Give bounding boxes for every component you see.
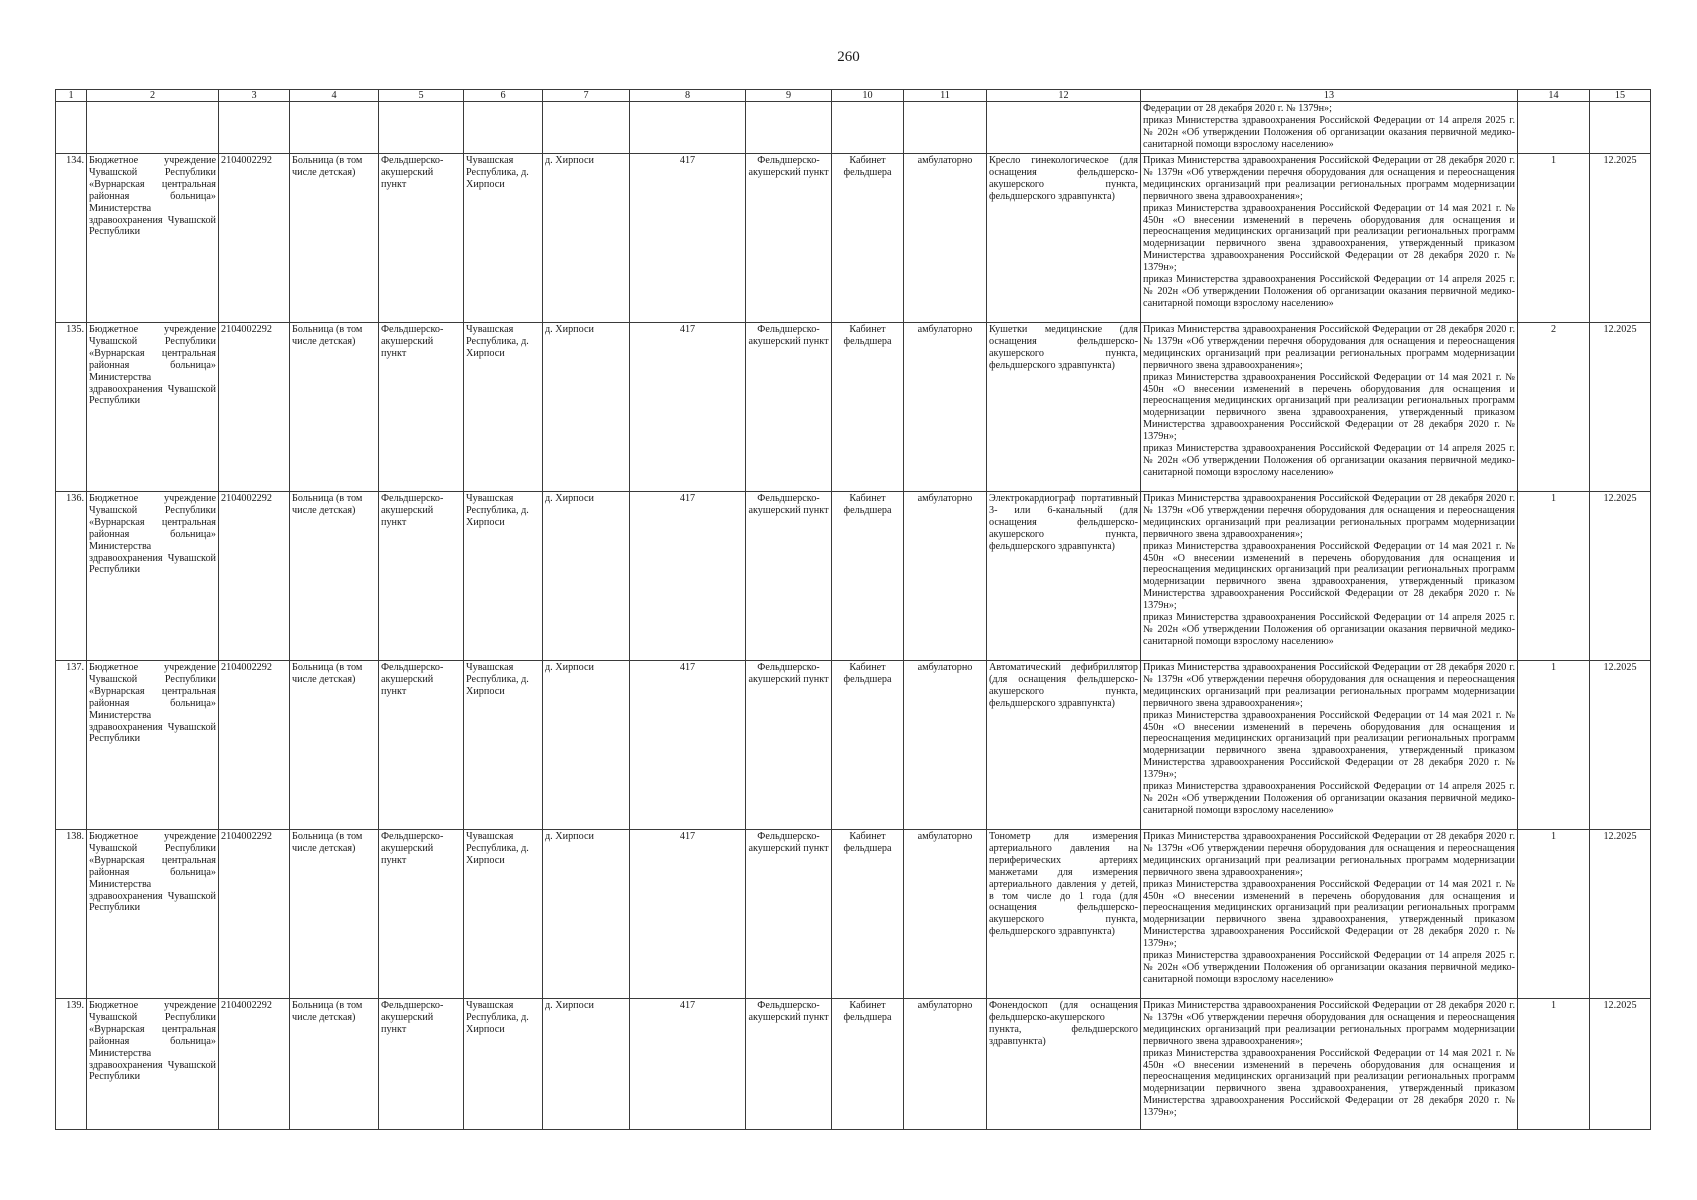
table-row [56,661,1651,830]
due-date: 12.2025 [1590,999,1651,1130]
address: Чувашская Республика, д. Хирпоси [464,323,543,492]
care-mode: амбулаторно [904,830,987,999]
quantity: 1 [1518,154,1590,323]
structural-unit: Фельдшерско-акушерский пункт [379,154,464,323]
legal-basis-text: приказ Министерства здравоохранения Российской Федерации от 14 апреля 2025 г. № 202н «Об утверждении Положения об организации оказания первичной медико-санитарной помощи взрослому населению» [1143,114,1515,150]
page-number: 260 [837,49,860,65]
structural-unit: Фельдшерско-акушерский пункт [379,323,464,492]
legal-basis-cell [1141,323,1518,492]
address: Чувашская Республика, д. Хирпоси [464,999,543,1130]
continuation-row [56,102,1651,154]
organization-type: Больница (в том числе детская) [290,492,379,661]
locality: д. Хирпоси [543,830,630,999]
equipment-name: Тонометр для измерения артериального давления на периферических артериях манжетами для измерения артериального давления у детей, в том числе до 1 года (для оснащения фельдшерско-акушерского пункта, фельдшерского здравпункта) [987,830,1141,999]
legal-basis-text: приказ Министерства здравоохранения Российской Федерации от 14 мая 2021 г. № 450н «О внесении изменений в перечень оборудования для оснащения и переоснащения медицинских организаций при реализации региональных программ модернизации первичного звена здравоохранения, утвержденный приказом Министерства здравоохранения Российской Федерации от 28 декабря 2020 г. № 1379н»; [1143,878,1515,950]
legal-basis-cell [1141,102,1518,154]
subunit: Фельдшерско-акушерский пункт [746,492,832,661]
legal-basis-text: Приказ Министерства здравоохранения Российской Федерации от 28 декабря 2020 г. № 1379н «Об утверждении перечня оборудования для оснащения и переоснащения медицинских организаций при реализации региональных программ модернизации первичного звена здравоохранения»; [1143,324,1515,371]
code: 417 [630,154,746,323]
code: 417 [630,999,746,1130]
organization-type: Больница (в том числе детская) [290,661,379,830]
quantity: 1 [1518,830,1590,999]
structural-unit: Фельдшерско-акушерский пункт [379,661,464,830]
legal-basis-text: приказ Министерства здравоохранения Российской Федерации от 14 апреля 2025 г. № 202н «Об утверждении Положения об организации оказания первичной медико-санитарной помощи взрослому населению» [1143,950,1515,985]
organization-name: Бюджетное учреждение Чувашской Республики «Вурнарская центральная районная больница» Министерства здравоохранения Чувашской Республики [87,492,219,661]
organization-name: Бюджетное учреждение Чувашской Республики «Вурнарская центральная районная больница» Министерства здравоохранения Чувашской Республики [87,323,219,492]
legal-basis-text: Приказ Министерства здравоохранения Российской Федерации от 28 декабря 2020 г. № 1379н «Об утверждении перечня оборудования для оснащения и переоснащения медицинских организаций при реализации региональных программ модернизации первичного звена здравоохранения»; [1143,662,1515,709]
organization-type: Больница (в том числе детская) [290,999,379,1130]
equipment-name: Электрокардиограф портативный 3- или 6-канальный (для оснащения фельдшерско-акушерского пункта, фельдшерского здравпункта) [987,492,1141,661]
locality: д. Хирпоси [543,154,630,323]
organization-name: Бюджетное учреждение Чувашской Республики «Вурнарская центральная районная больница» Министерства здравоохранения Чувашской Республики [87,661,219,830]
row-number: 138. [56,830,87,999]
quantity: 1 [1518,999,1590,1130]
subunit: Фельдшерско-акушерский пункт [746,661,832,830]
table-row [56,323,1651,492]
column-number: 9 [746,90,832,102]
inn: 2104002292 [219,154,290,323]
legal-basis-text: Приказ Министерства здравоохранения Российской Федерации от 28 декабря 2020 г. № 1379н «Об утверждении перечня оборудования для оснащения и переоснащения медицинских организаций при реализации региональных программ модернизации первичного звена здравоохранения»; [1143,155,1515,202]
care-mode: амбулаторно [904,661,987,830]
column-number: 15 [1590,90,1651,102]
subunit: Фельдшерско-акушерский пункт [746,323,832,492]
room: Кабинет фельдшера [832,154,904,323]
inn: 2104002292 [219,661,290,830]
due-date: 12.2025 [1590,154,1651,323]
organization-name: Бюджетное учреждение Чувашской Республики «Вурнарская центральная районная больница» Министерства здравоохранения Чувашской Республики [87,154,219,323]
organization-type: Больница (в том числе детская) [290,830,379,999]
column-number-row [56,90,1651,102]
legal-basis-cell [1141,492,1518,661]
legal-basis-text: приказ Министерства здравоохранения Российской Федерации от 14 апреля 2025 г. № 202н «Об утверждении Положения об организации оказания первичной медико-санитарной помощи взрослому населению» [1143,612,1515,647]
legal-basis-text: приказ Министерства здравоохранения Российской Федерации от 14 апреля 2025 г. № 202н «Об утверждении Положения об организации оказания первичной медико-санитарной помощи взрослому населению» [1143,781,1515,816]
structural-unit: Фельдшерско-акушерский пункт [379,999,464,1130]
equipment-name: Кушетки медицинские (для оснащения фельдшерско-акушерского пункта, фельдшерского здравпункта) [987,323,1141,492]
column-number: 13 [1141,90,1518,102]
column-number: 2 [87,90,219,102]
legal-basis-text: приказ Министерства здравоохранения Российской Федерации от 14 апреля 2025 г. № 202н «Об утверждении Положения об организации оказания первичной медико-санитарной помощи взрослому населению» [1143,443,1515,478]
due-date: 12.2025 [1590,323,1651,492]
quantity: 1 [1518,661,1590,830]
locality: д. Хирпоси [543,492,630,661]
row-number: 139. [56,999,87,1130]
inn: 2104002292 [219,999,290,1130]
room: Кабинет фельдшера [832,830,904,999]
room: Кабинет фельдшера [832,323,904,492]
legal-basis-text: приказ Министерства здравоохранения Российской Федерации от 14 мая 2021 г. № 450н «О внесении изменений в перечень оборудования для оснащения и переоснащения медицинских организаций при реализации региональных программ модернизации первичного звена здравоохранения, утвержденный приказом Министерства здравоохранения Российской Федерации от 28 декабря 2020 г. № 1379н»; [1143,709,1515,781]
organization-name: Бюджетное учреждение Чувашской Республики «Вурнарская центральная районная больница» Министерства здравоохранения Чувашской Республики [87,830,219,999]
table-row [56,492,1651,661]
organization-type: Больница (в том числе детская) [290,323,379,492]
room: Кабинет фельдшера [832,999,904,1130]
code: 417 [630,661,746,830]
due-date: 12.2025 [1590,830,1651,999]
equipment-table [55,89,1651,1130]
care-mode: амбулаторно [904,492,987,661]
legal-basis-text: приказ Министерства здравоохранения Российской Федерации от 14 апреля 2025 г. № 202н «Об утверждении Положения об организации оказания первичной медико-санитарной помощи взрослому населению» [1143,274,1515,309]
column-number: 10 [832,90,904,102]
room: Кабинет фельдшера [832,661,904,830]
inn: 2104002292 [219,492,290,661]
legal-basis-cell [1141,661,1518,830]
legal-basis-cell [1141,999,1518,1130]
row-number: 137. [56,661,87,830]
address: Чувашская Республика, д. Хирпоси [464,492,543,661]
table-row [56,154,1651,323]
column-number: 3 [219,90,290,102]
equipment-name: Кресло гинекологическое (для оснащения фельдшерско-акушерского пункта, фельдшерского здравпункта) [987,154,1141,323]
address: Чувашская Республика, д. Хирпоси [464,154,543,323]
due-date: 12.2025 [1590,661,1651,830]
column-number: 14 [1518,90,1590,102]
locality: д. Хирпоси [543,323,630,492]
legal-basis-cell [1141,830,1518,999]
subunit: Фельдшерско-акушерский пункт [746,830,832,999]
table-row [56,830,1651,999]
care-mode: амбулаторно [904,154,987,323]
column-number: 11 [904,90,987,102]
inn: 2104002292 [219,830,290,999]
equipment-name: Фонендоскоп (для оснащения фельдшерско-акушерского пункта, фельдшерского здравпункта) [987,999,1141,1130]
column-number: 1 [56,90,87,102]
care-mode: амбулаторно [904,323,987,492]
locality: д. Хирпоси [543,999,630,1130]
quantity: 1 [1518,492,1590,661]
row-number: 135. [56,323,87,492]
legal-basis-text: Федерации от 28 декабря 2020 г. № 1379н»; [1143,103,1332,114]
due-date: 12.2025 [1590,492,1651,661]
subunit: Фельдшерско-акушерский пункт [746,154,832,323]
organization-name: Бюджетное учреждение Чувашской Республики «Вурнарская центральная районная больница» Министерства здравоохранения Чувашской Республики [87,999,219,1130]
legal-basis-text: Приказ Министерства здравоохранения Российской Федерации от 28 декабря 2020 г. № 1379н «Об утверждении перечня оборудования для оснащения и переоснащения медицинских организаций при реализации региональных программ модернизации первичного звена здравоохранения»; [1143,493,1515,540]
legal-basis-text: приказ Министерства здравоохранения Российской Федерации от 14 мая 2021 г. № 450н «О внесении изменений в перечень оборудования для оснащения и переоснащения медицинских организаций при реализации региональных программ модернизации первичного звена здравоохранения, утвержденный приказом Министерства здравоохранения Российской Федерации от 28 декабря 2020 г. № 1379н»; [1143,540,1515,612]
row-number: 136. [56,492,87,661]
inn: 2104002292 [219,323,290,492]
column-number: 8 [630,90,746,102]
column-number: 5 [379,90,464,102]
column-number: 4 [290,90,379,102]
equipment-name: Автоматический дефибриллятор (для оснащения фельдшерско-акушерского пункта, фельдшерского здравпункта) [987,661,1141,830]
column-number: 12 [987,90,1141,102]
locality: д. Хирпоси [543,661,630,830]
organization-type: Больница (в том числе детская) [290,154,379,323]
code: 417 [630,323,746,492]
structural-unit: Фельдшерско-акушерский пункт [379,492,464,661]
legal-basis-text: приказ Министерства здравоохранения Российской Федерации от 14 мая 2021 г. № 450н «О внесении изменений в перечень оборудования для оснащения и переоснащения медицинских организаций при реализации региональных программ модернизации первичного звена здравоохранения, утвержденный приказом Министерства здравоохранения Российской Федерации от 28 декабря 2020 г. № 1379н»; [1143,202,1515,274]
code: 417 [630,830,746,999]
room: Кабинет фельдшера [832,492,904,661]
table-row [56,999,1651,1130]
legal-basis-text: приказ Министерства здравоохранения Российской Федерации от 14 мая 2021 г. № 450н «О внесении изменений в перечень оборудования для оснащения и переоснащения медицинских организаций при реализации региональных программ модернизации первичного звена здравоохранения, утвержденный приказом Министерства здравоохранения Российской Федерации от 28 декабря 2020 г. № 1379н»; [1143,371,1515,443]
address: Чувашская Республика, д. Хирпоси [464,830,543,999]
legal-basis-text: Приказ Министерства здравоохранения Российской Федерации от 28 декабря 2020 г. № 1379н «Об утверждении перечня оборудования для оснащения и переоснащения медицинских организаций при реализации региональных программ модернизации первичного звена здравоохранения»; [1143,831,1515,878]
address: Чувашская Республика, д. Хирпоси [464,661,543,830]
row-number: 134. [56,154,87,323]
structural-unit: Фельдшерско-акушерский пункт [379,830,464,999]
quantity: 2 [1518,323,1590,492]
care-mode: амбулаторно [904,999,987,1130]
legal-basis-cell [1141,154,1518,323]
column-number: 6 [464,90,543,102]
subunit: Фельдшерско-акушерский пункт [746,999,832,1130]
code: 417 [630,492,746,661]
column-number: 7 [543,90,630,102]
legal-basis-text: приказ Министерства здравоохранения Российской Федерации от 14 мая 2021 г. № 450н «О внесении изменений в перечень оборудования для оснащения и переоснащения медицинских организаций при реализации региональных программ модернизации первичного звена здравоохранения, утвержденный приказом Министерства здравоохранения Российской Федерации от 28 декабря 2020 г. № 1379н»; [1143,1047,1515,1119]
legal-basis-text: Приказ Министерства здравоохранения Российской Федерации от 28 декабря 2020 г. № 1379н «Об утверждении перечня оборудования для оснащения и переоснащения медицинских организаций при реализации региональных программ модернизации первичного звена здравоохранения»; [1143,1000,1515,1047]
